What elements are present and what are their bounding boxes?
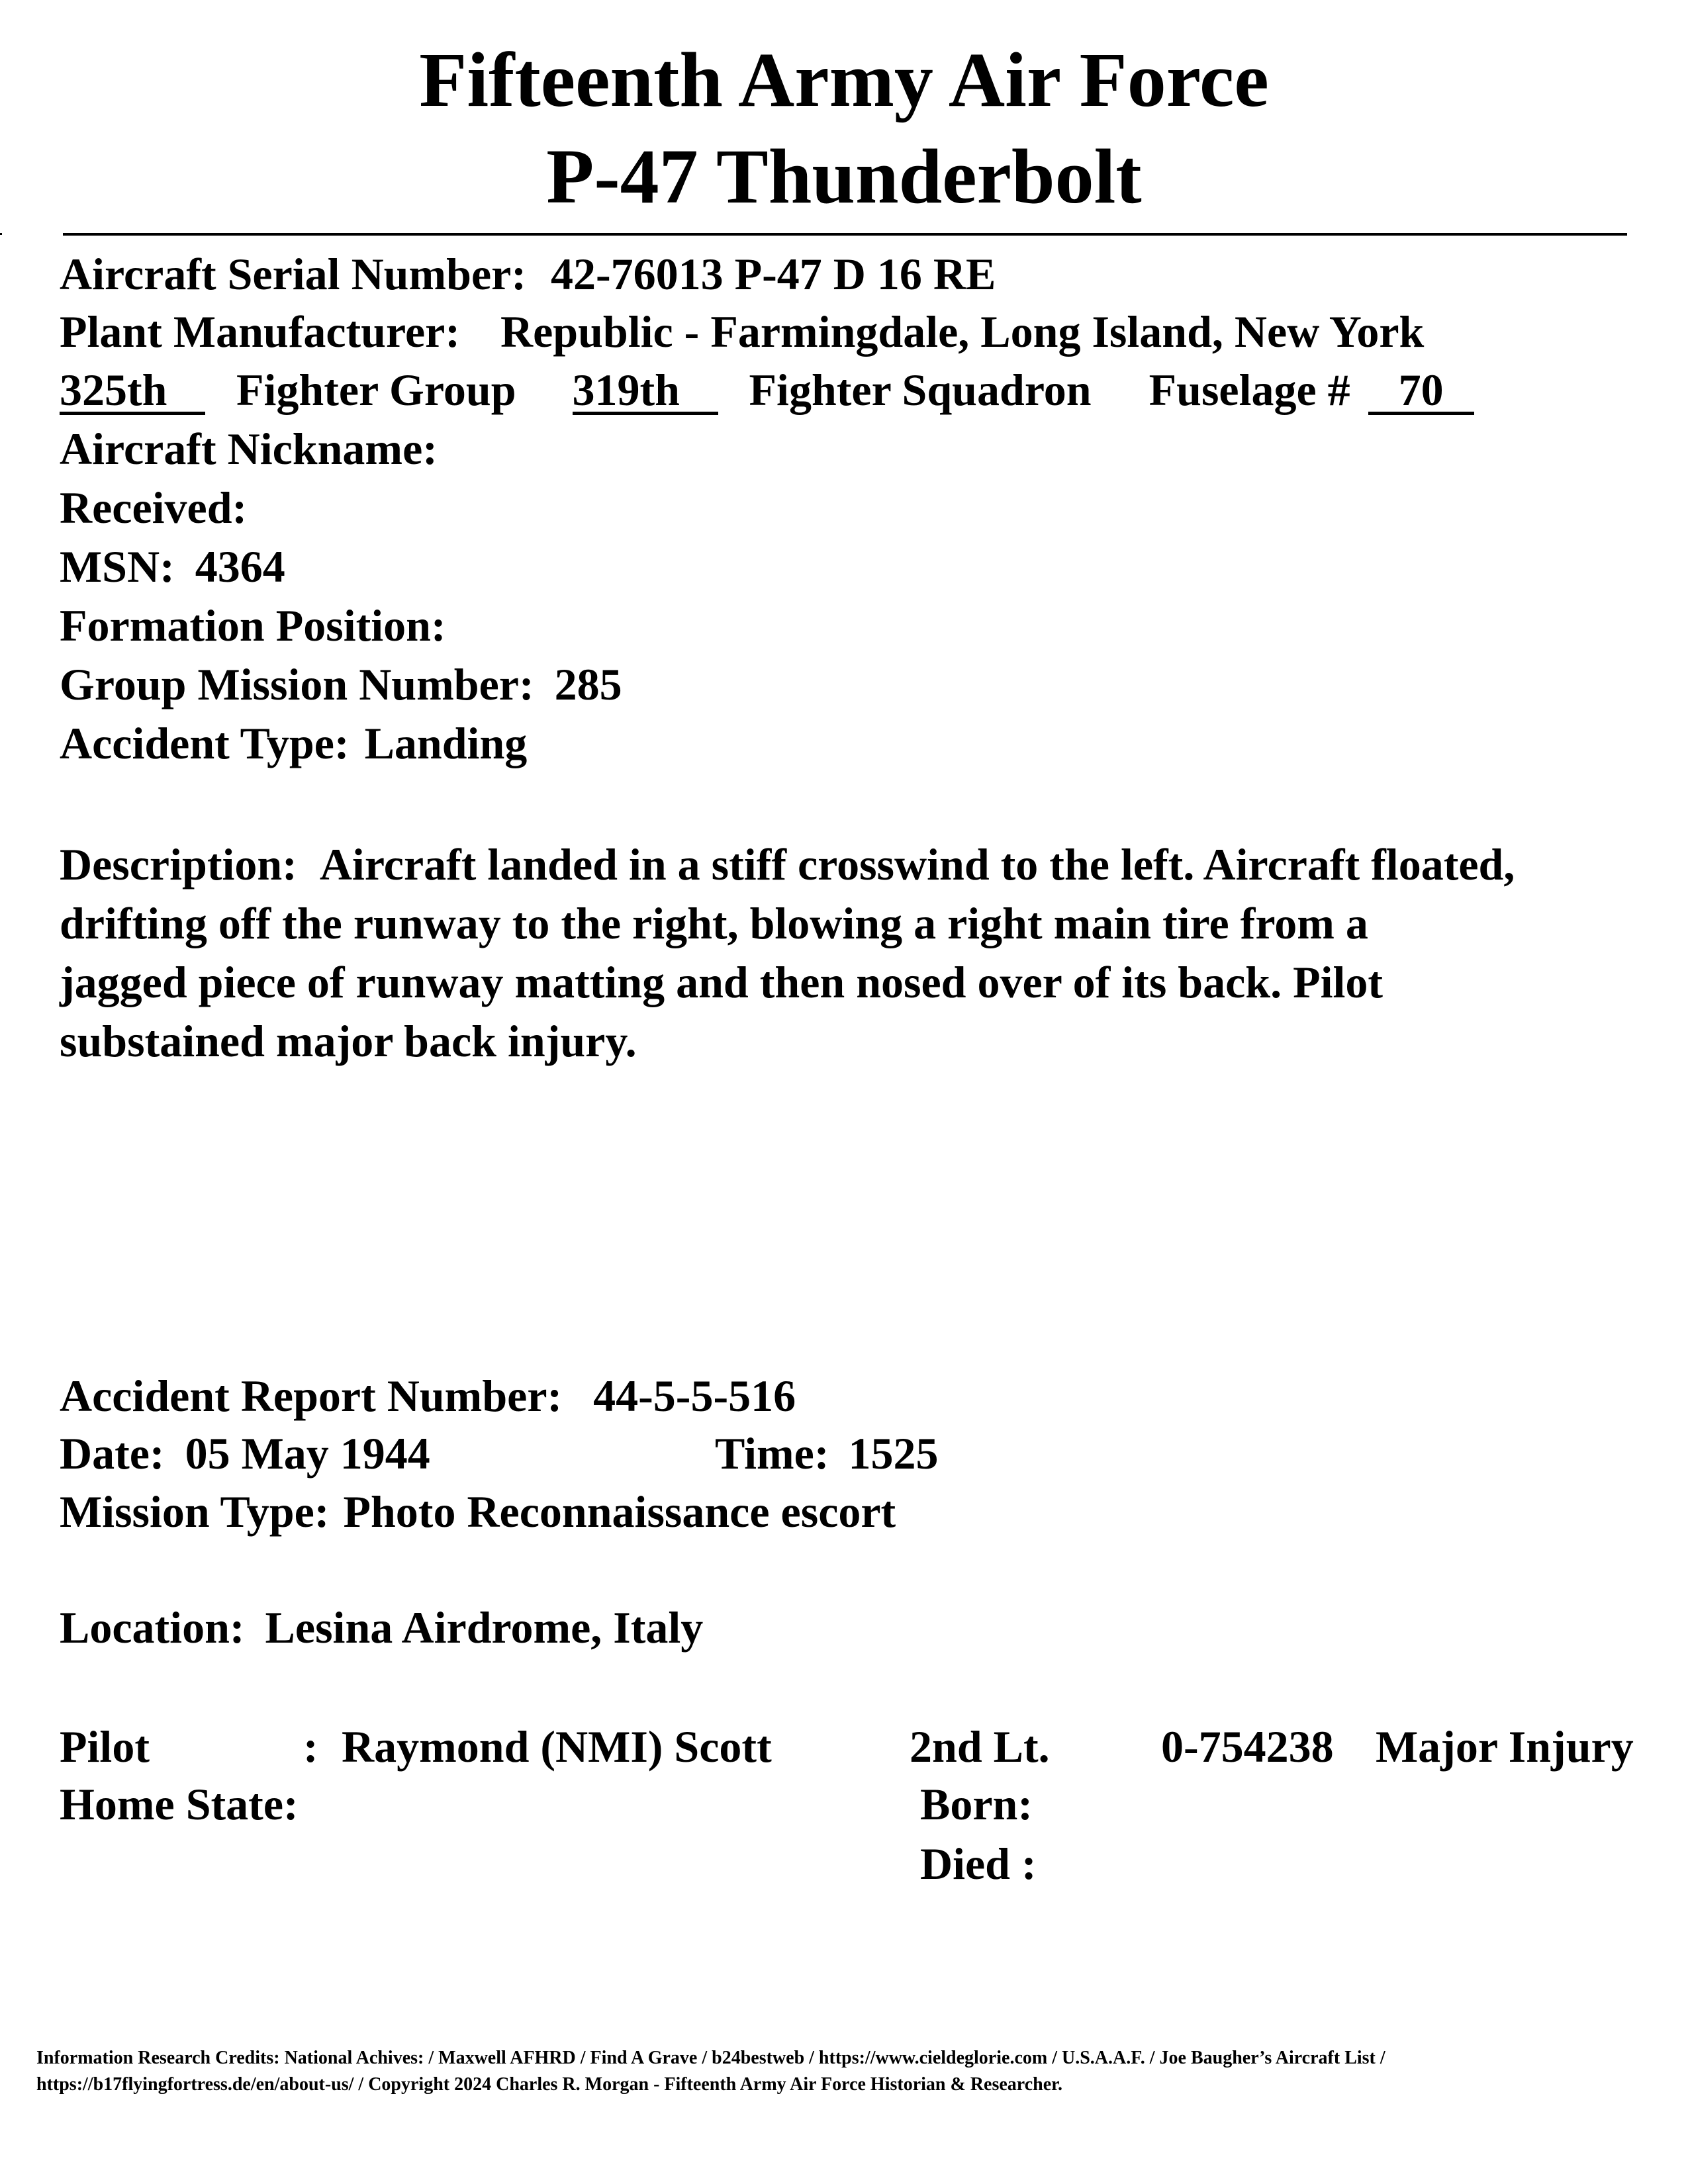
description-line [60, 835, 1675, 894]
accident-type-field [60, 718, 528, 768]
msn-field [60, 541, 285, 592]
msn-value: 4364 [195, 541, 285, 592]
description-block [60, 835, 1675, 1071]
mission-type-label: Mission Type: [60, 1486, 330, 1537]
time-label: Time: [715, 1428, 829, 1479]
date-label: Date: [60, 1428, 165, 1479]
date-field [60, 1428, 430, 1479]
location-value: Lesina Airdrome, Italy [265, 1602, 704, 1653]
description-text-line-2: drifting off the runway to the right, blowing a right main tire from a [60, 898, 1368, 948]
pilot-rank: 2nd Lt. [910, 1721, 1050, 1772]
home-state-label: Home State: [60, 1779, 299, 1829]
page-subtitle: P-47 Thunderbolt [546, 133, 1142, 220]
squadron-label: Fighter Squadron [749, 365, 1092, 415]
manufacturer-value: Republic - Farmingdale, Long Island, New York [500, 306, 1425, 357]
group-label: Fighter Group [236, 365, 516, 415]
location-field [60, 1602, 704, 1653]
serial-field [60, 249, 996, 299]
fuselage-label: Fuselage # [1149, 365, 1350, 415]
group-squadron-row [60, 367, 1474, 415]
received-label: Received: [60, 482, 248, 533]
page-title: Fifteenth Army Air Force [419, 36, 1269, 123]
serial-label: Aircraft Serial Number: [60, 249, 526, 299]
died-label: Died : [920, 1839, 1037, 1889]
description-label: Description: [60, 839, 297, 889]
group-mission-value: 285 [554, 659, 622, 709]
serial-value: 42-76013 P-47 D 16 RE [550, 249, 996, 299]
fuselage-value: 70 [1368, 369, 1474, 415]
pilot-status: Major Injury [1376, 1721, 1634, 1772]
report-number-value: 44-5-5-516 [593, 1371, 796, 1421]
time-value: 1525 [848, 1428, 939, 1479]
group-value: 325th [60, 369, 205, 415]
time-field [715, 1428, 939, 1479]
manufacturer-field [60, 306, 1425, 357]
pilot-colon: : [303, 1721, 318, 1772]
description-text-line-1: Aircraft landed in a stiff crosswind to the left. Aircraft floated, [319, 839, 1515, 889]
born-label: Born: [920, 1779, 1033, 1829]
group-mission-label: Group Mission Number: [60, 659, 534, 709]
squadron-value: 319th [573, 369, 718, 415]
description-text-line-4: substained major back injury. [60, 1016, 637, 1066]
pilot-label: Pilot [60, 1721, 150, 1772]
header-divider [63, 233, 1627, 236]
report-number-label: Accident Report Number: [60, 1371, 563, 1421]
pilot-name: Raymond (NMI) Scott [342, 1721, 772, 1772]
mission-type-value: Photo Reconnaissance escort [343, 1486, 896, 1537]
description-text-line-3: jagged piece of runway matting and then nosed over of its back. Pilot [60, 957, 1383, 1007]
mission-type-field [60, 1486, 896, 1537]
location-label: Location: [60, 1602, 245, 1653]
accident-type-label: Accident Type: [60, 718, 350, 768]
accident-type-value: Landing [364, 718, 528, 768]
footer-credits-line-1: Information Research Credits: National Achives: / Maxwell AFHRD / Find A Grave / b24bestweb / https://www.cieldeglorie.com / U.S.A.A.F. / Joe Baugher’s Aircraft List / [36, 2048, 1385, 2068]
date-value: 05 May 1944 [185, 1428, 430, 1479]
group-mission-field [60, 659, 622, 709]
edge-mark [0, 233, 2, 235]
manufacturer-label: Plant Manufacturer: [60, 306, 460, 357]
footer-credits-line-2: https://b17flyingfortress.de/en/about-us/ / Copyright 2024 Charles R. Morgan - Fifteenth Army Air Force Historian & Researcher. [36, 2074, 1062, 2095]
pilot-serial: 0-754238 [1161, 1721, 1334, 1772]
formation-label: Formation Position: [60, 600, 446, 651]
nickname-label: Aircraft Nickname: [60, 424, 438, 474]
msn-label: MSN: [60, 541, 175, 592]
report-number-field [60, 1371, 796, 1421]
